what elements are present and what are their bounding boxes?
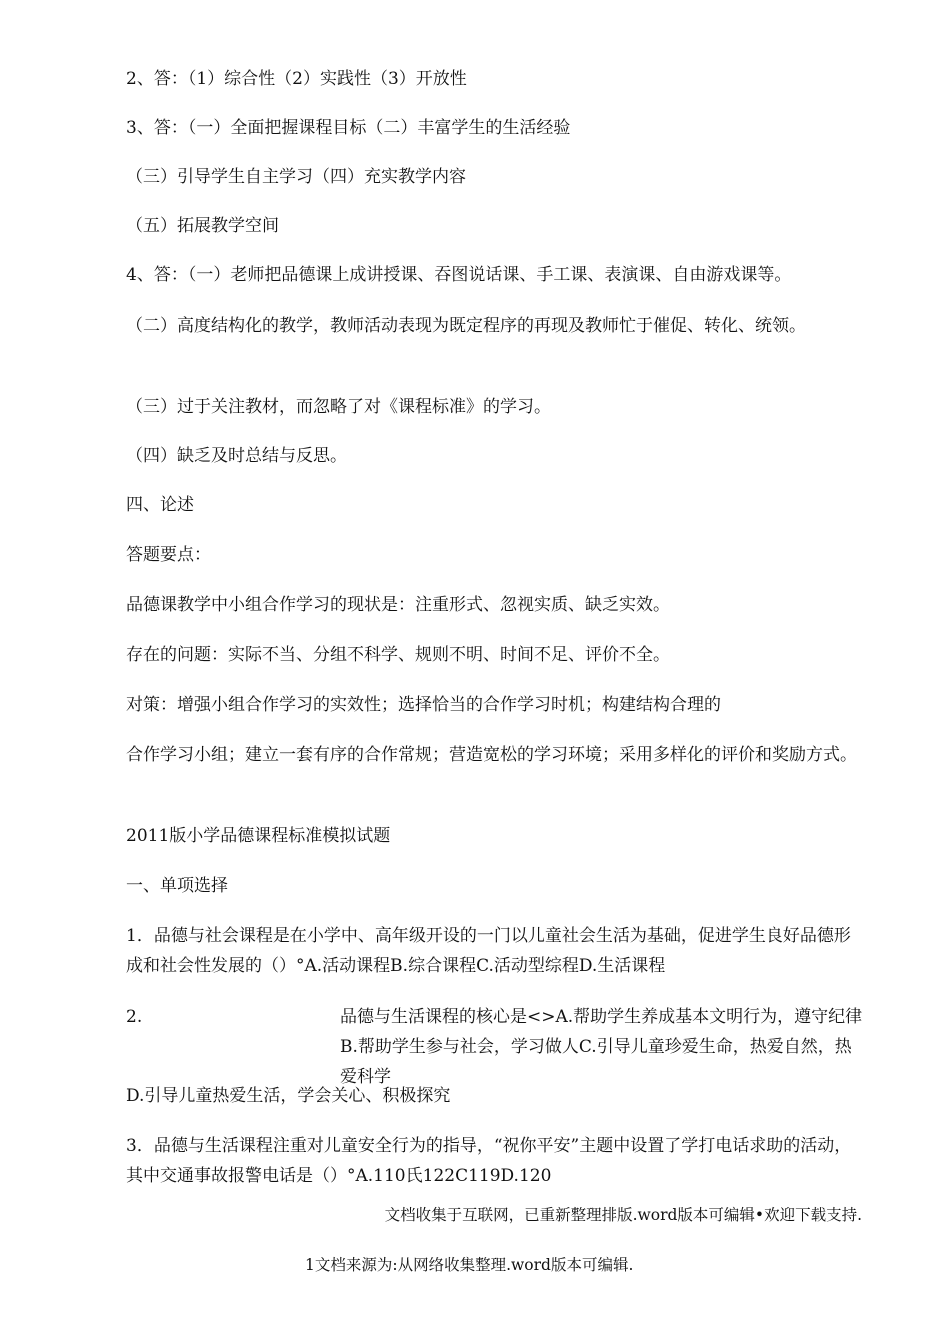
question-3: 3．品德与生活课程注重对儿童安全行为的指导，“祝你平安”主题中设置了学打电话求助的活动，其中交通事故报警电话是（）°A.110氏122C119D.120 [126, 1136, 852, 1186]
strategy-line-1: 对策：增强小组合作学习的实效性；选择恰当的合作学习时机；构建结构合理的 [126, 695, 721, 715]
single-choice-heading: 一、单项选择 [126, 876, 228, 896]
status-paragraph: 品德课教学中小组合作学习的现状是：注重形式、忽视实质、缺乏实效。 [126, 595, 670, 615]
answer-3-line-3: （五）拓展教学空间 [126, 216, 279, 236]
answer-4-line-3: （三）过于关注教材，而忽略了对《课程标准》的学习。 [126, 397, 551, 417]
answer-4-line-4: （四）缺乏及时总结与反思。 [126, 446, 347, 466]
question-2-option-d: D.引导儿童热爱生活，学会关心、积极探究 [126, 1086, 451, 1106]
mock-exam-title: 2011版小学品德课程标准模拟试题 [126, 826, 391, 846]
question-2-text: 品德与生活课程的核心是<>A.帮助学生养成基本文明行为，遵守纪律B.帮助学生参与社会，学习做人C.引导儿童珍爱生命，热爱自然，热爱科学 [340, 1007, 863, 1087]
answer-2: 2、答：（1）综合性（2）实践性（3）开放性 [126, 69, 467, 89]
answer-points-label: 答题要点： [126, 545, 211, 565]
question-2-line-1 [340, 1002, 865, 1092]
answer-4-line-1: 4、答：（一）老师把品德课上成讲授课、吞图说话课、手工课、表演课、自由游戏课等。 [126, 265, 792, 285]
problems-paragraph: 存在的问题：实际不当、分组不科学、规则不明、时间不足、评价不全。 [126, 645, 670, 665]
question-2-number: 2. [126, 1007, 143, 1027]
answer-4-line-2: （二）高度结构化的教学，教师活动表现为既定程序的再现及教师忙于催促、转化、统领。 [126, 316, 806, 336]
page-footer: 1文档来源为:从网络收集整理.word版本可编辑. [305, 1256, 634, 1274]
answer-3-line-2: （三）引导学生自主学习（四）充实教学内容 [126, 167, 466, 187]
section-discussion-heading: 四、论述 [126, 495, 194, 515]
strategy-line-2: 合作学习小组；建立一套有序的合作常规；营造宽松的学习环境；采用多样化的评价和奖励方式。 [126, 745, 857, 765]
answer-3-line-1: 3、答：（一）全面把握课程目标（二）丰富学生的生活经验 [126, 118, 571, 138]
question-1: 1．品德与社会课程是在小学中、高年级开设的一门以儿童社会生活为基础，促进学生良好品德形成和社会性发展的（）°A.活动课程B.综合课程C.活动型综程D.生活课程 [126, 926, 851, 976]
collection-note: 文档收集于互联网，已重新整理排版.word版本可编辑•欢迎下载支持. [384, 1206, 862, 1224]
